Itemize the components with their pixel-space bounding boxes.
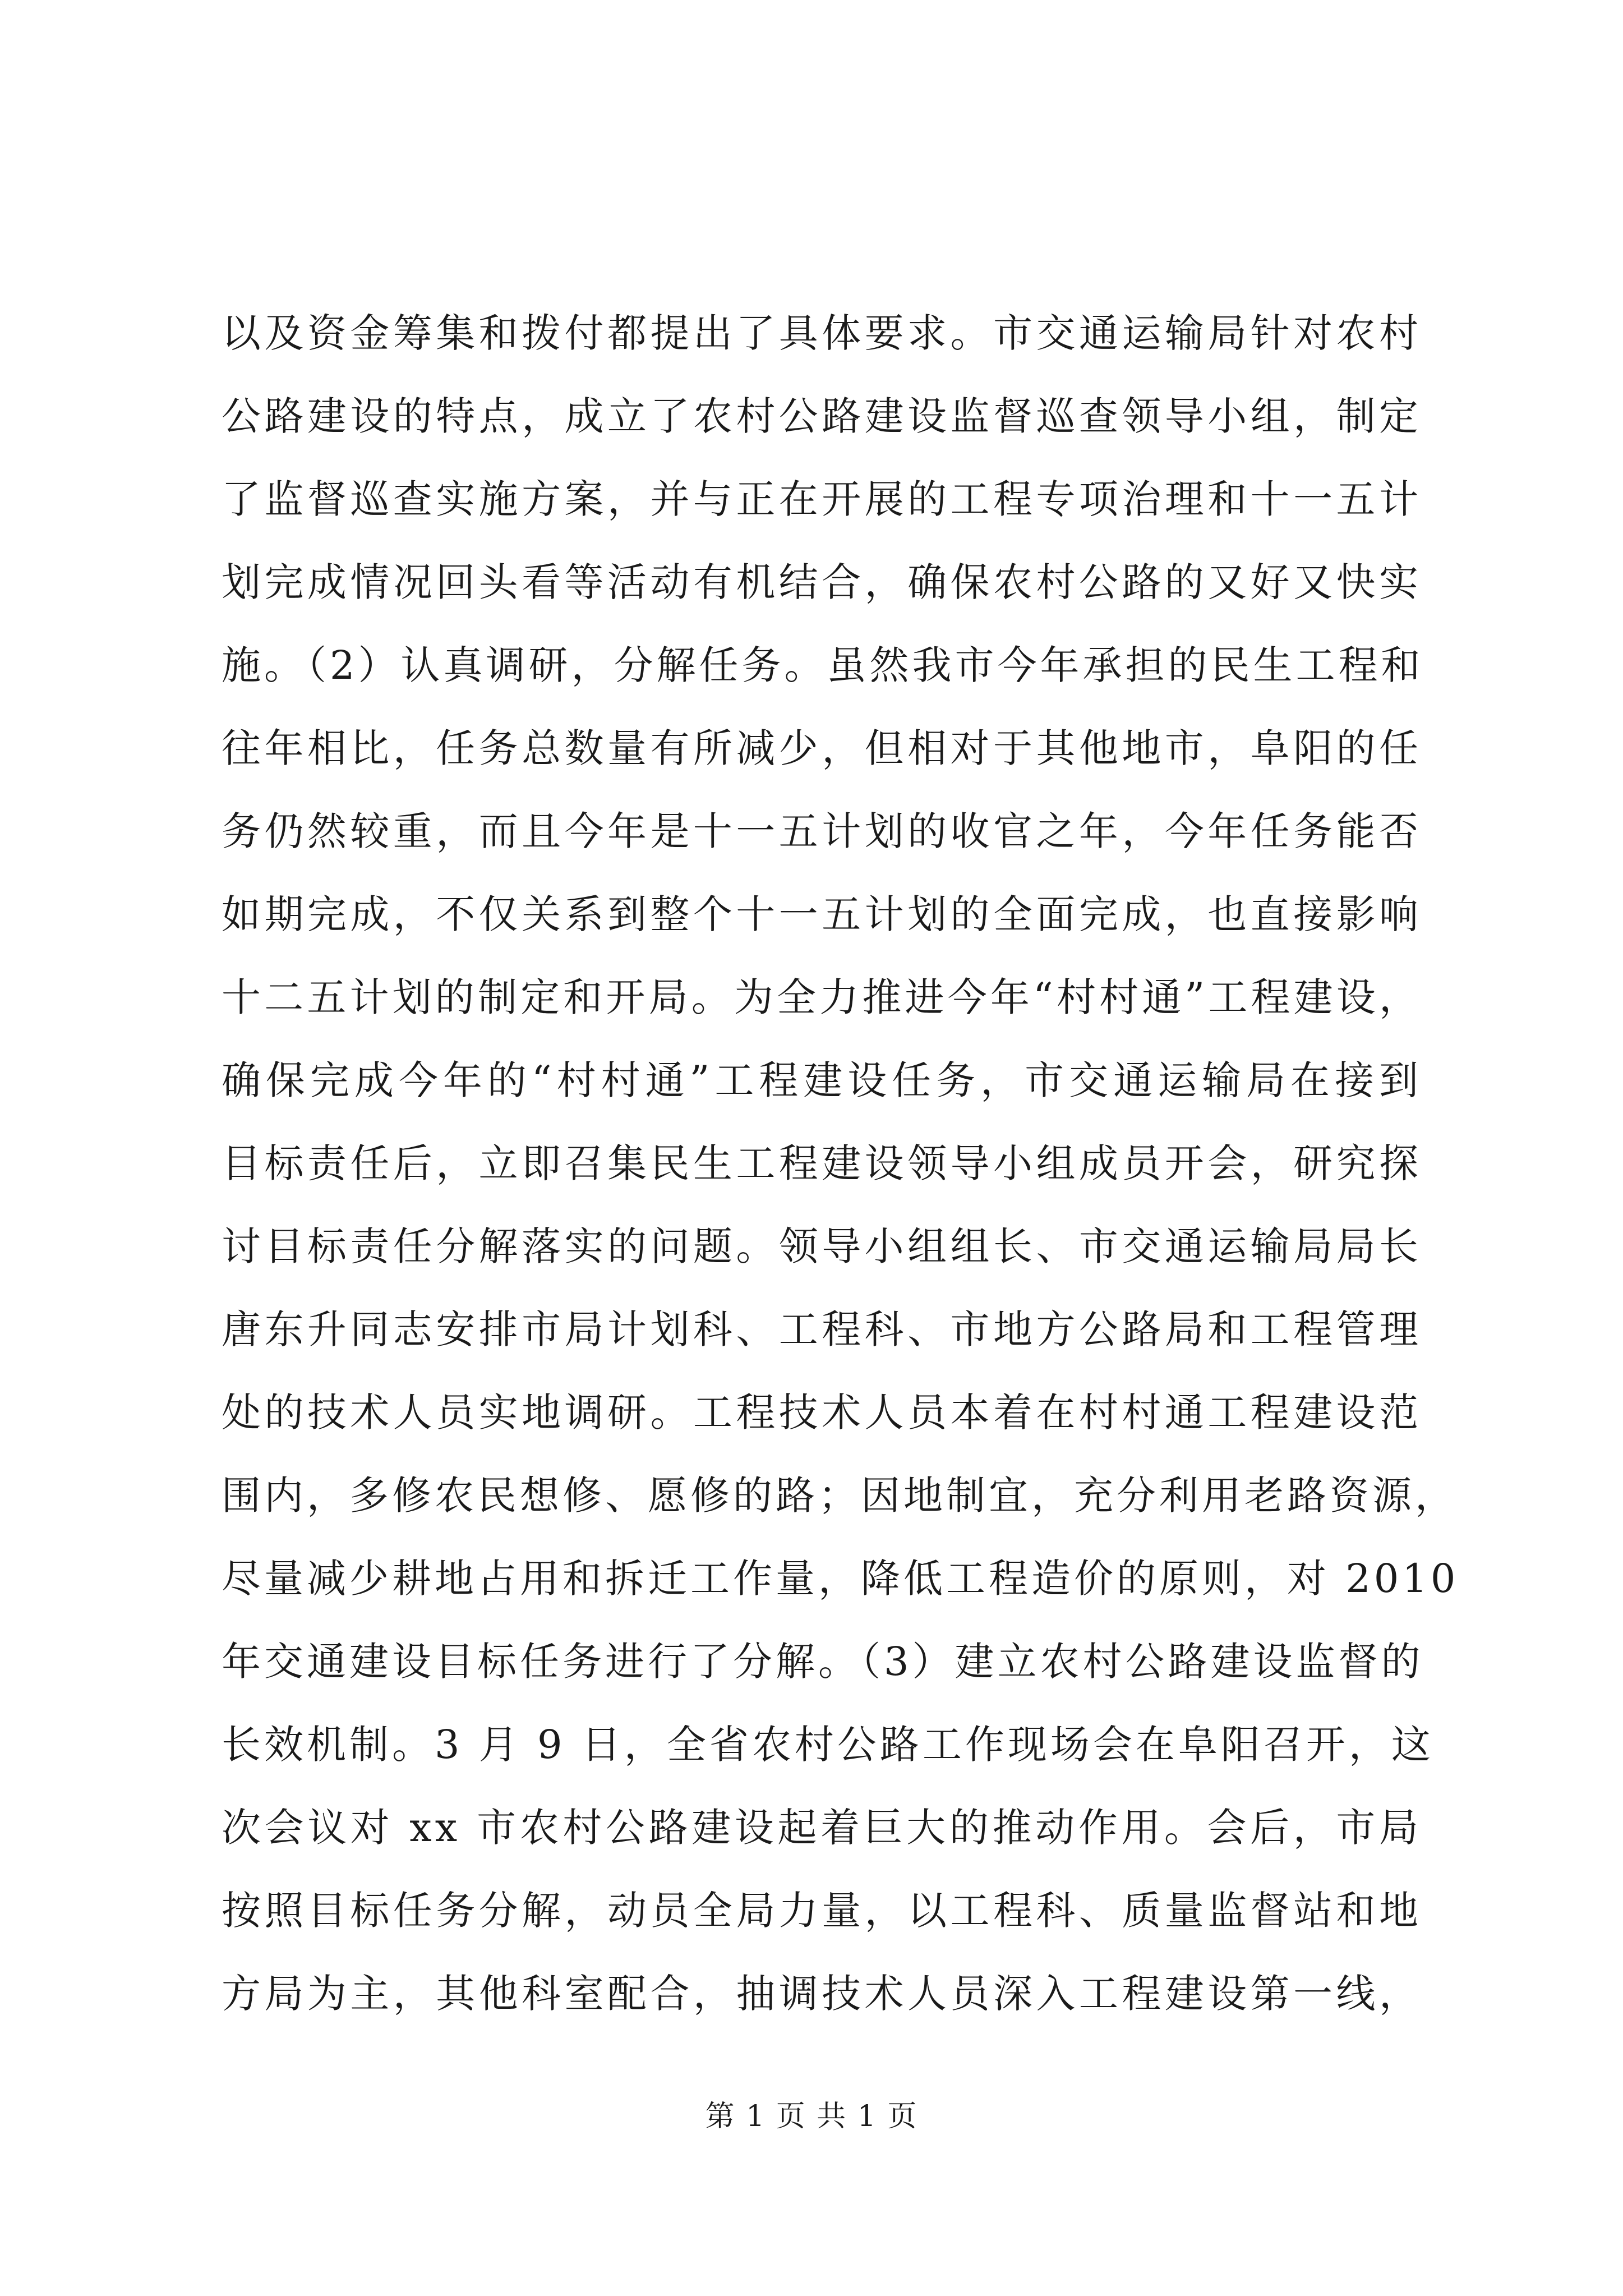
text-line: 围内，多修农民想修、愿修的路；因地制宜，充分利用老路资源， (222, 1473, 1458, 1519)
text-line: 十二五计划的制定和开局。为全力推进今年“村村通”工程建设， (222, 974, 1422, 1020)
text-line: 务仍然较重，而且今年是十一五计划的收官之年，今年任务能否 (222, 808, 1422, 854)
page-footer (0, 2097, 1623, 2136)
text-line: 往年相比，任务总数量有所减少，但相对于其他地市，阜阳的任 (222, 725, 1422, 771)
text-line: 了监督巡查实施方案，并与正在开展的工程专项治理和十一五计 (222, 476, 1422, 522)
text-line: 讨目标责任分解落实的问题。领导小组组长、市交通运输局局长 (222, 1223, 1422, 1269)
page-number: 第 1 页 共 1 页 (705, 2100, 918, 2133)
text-line: 按照目标任务分解，动员全局力量，以工程科、质量监督站和地 (222, 1888, 1422, 1934)
text-line: 以及资金筹集和拨付都提出了具体要求。市交通运输局针对农村 (222, 310, 1422, 356)
text-line: 确保完成今年的“村村通”工程建设任务，市交通运输局在接到 (222, 1057, 1422, 1103)
text-line: 处的技术人员实地调研。工程技术人员本着在村村通工程建设范 (222, 1389, 1422, 1435)
text-line: 目标责任后，立即召集民生工程建设领导小组成员开会，研究探 (222, 1140, 1422, 1186)
text-line: 年交通建设目标任务进行了分解。（3）建立农村公路建设监督的 (222, 1639, 1424, 1685)
text-line: 唐东升同志安排市局计划科、工程科、市地方公路局和工程管理 (222, 1306, 1422, 1352)
text-line: 公路建设的特点，成立了农村公路建设监督巡查领导小组，制定 (222, 393, 1422, 439)
text-line: 施。（2）认真调研，分解任务。虽然我市今年承担的民生工程和 (222, 642, 1424, 688)
text-line: 次会议对 xx 市农村公路建设起着巨大的推动作用。会后，市局 (222, 1805, 1422, 1851)
text-line: 划完成情况回头看等活动有机结合，确保农村公路的又好又快实 (222, 559, 1422, 605)
text-line: 如期完成，不仅关系到整个十一五计划的全面完成，也直接影响 (222, 891, 1422, 937)
text-line: 方局为主，其他科室配合，抽调技术人员深入工程建设第一线， (222, 1971, 1422, 2017)
text-line: 尽量减少耕地占用和拆迁工作量，降低工程造价的原则，对 2010 (222, 1556, 1459, 1602)
text-line: 长效机制。3 月 9 日，全省农村公路工作现场会在阜阳召开，这 (222, 1722, 1434, 1768)
body-text (222, 292, 1459, 2035)
